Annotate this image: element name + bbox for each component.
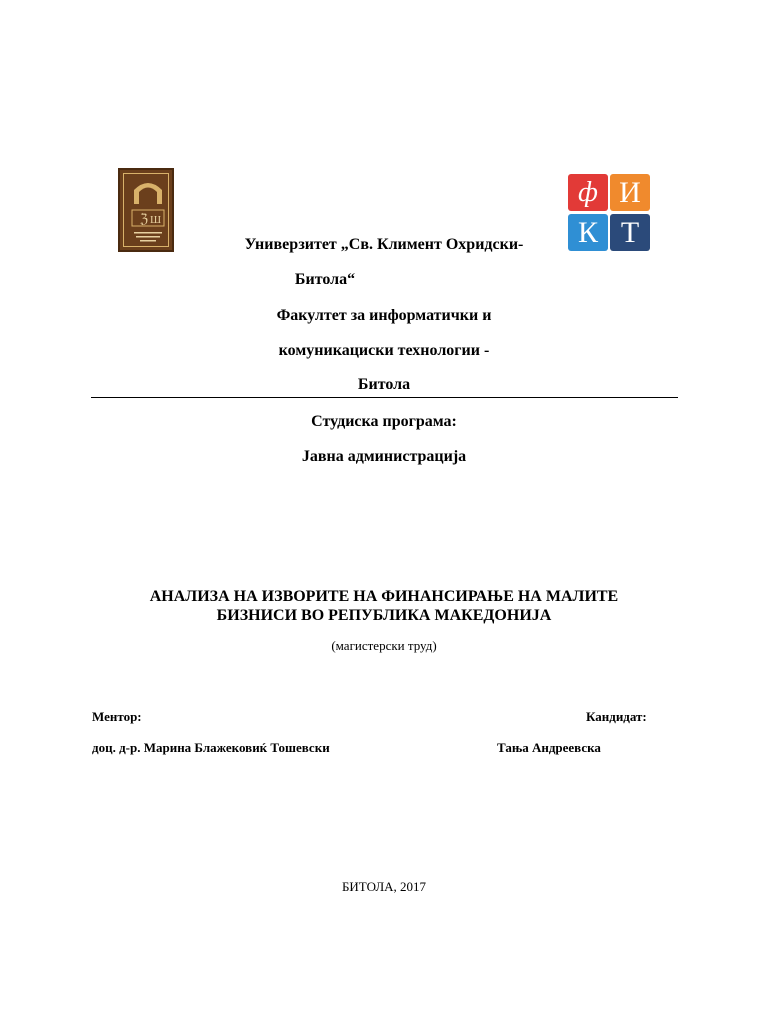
thesis-title-line-1: АНАЛИЗА НА ИЗВОРИТЕ НА ФИНАНСИРАЊЕ НА МАЛИТЕ	[149, 588, 619, 605]
faculty-name-line-1: Факултет за информатички и	[276, 307, 492, 324]
fikt-tile-i: И	[610, 174, 650, 211]
fikt-tile-f: ф	[568, 174, 608, 211]
thesis-title-line-2: БИЗНИСИ ВО РЕПУБЛИКА МАКЕДОНИЈА	[216, 607, 552, 624]
header-divider	[91, 397, 678, 398]
faculty-name-line-3: Битола	[357, 376, 411, 393]
candidate-name: Тања Андреевска	[497, 740, 601, 755]
fikt-tile-t: Т	[610, 214, 650, 251]
thesis-type: (магистерски труд)	[331, 638, 437, 653]
svg-text:Ш: Ш	[150, 214, 162, 226]
program-name: Јавна администрација	[301, 448, 467, 465]
program-label: Студиска програма:	[311, 413, 457, 430]
university-name-line-1: Универзитет „Св. Климент Охридски-	[244, 236, 524, 253]
svg-text:ℨ: ℨ	[140, 211, 149, 226]
faculty-name-line-2: комуникациски технологии -	[278, 342, 490, 359]
fikt-tile-k: К	[568, 214, 608, 251]
university-name-line-2: Битола“	[294, 271, 356, 288]
place-year: БИТОЛА, 2017	[341, 879, 427, 894]
mentor-name: доц. д-р. Марина Блажековиќ Тошевски	[92, 740, 330, 755]
mentor-label: Ментор:	[92, 709, 142, 724]
candidate-label: Кандидат:	[586, 709, 647, 724]
